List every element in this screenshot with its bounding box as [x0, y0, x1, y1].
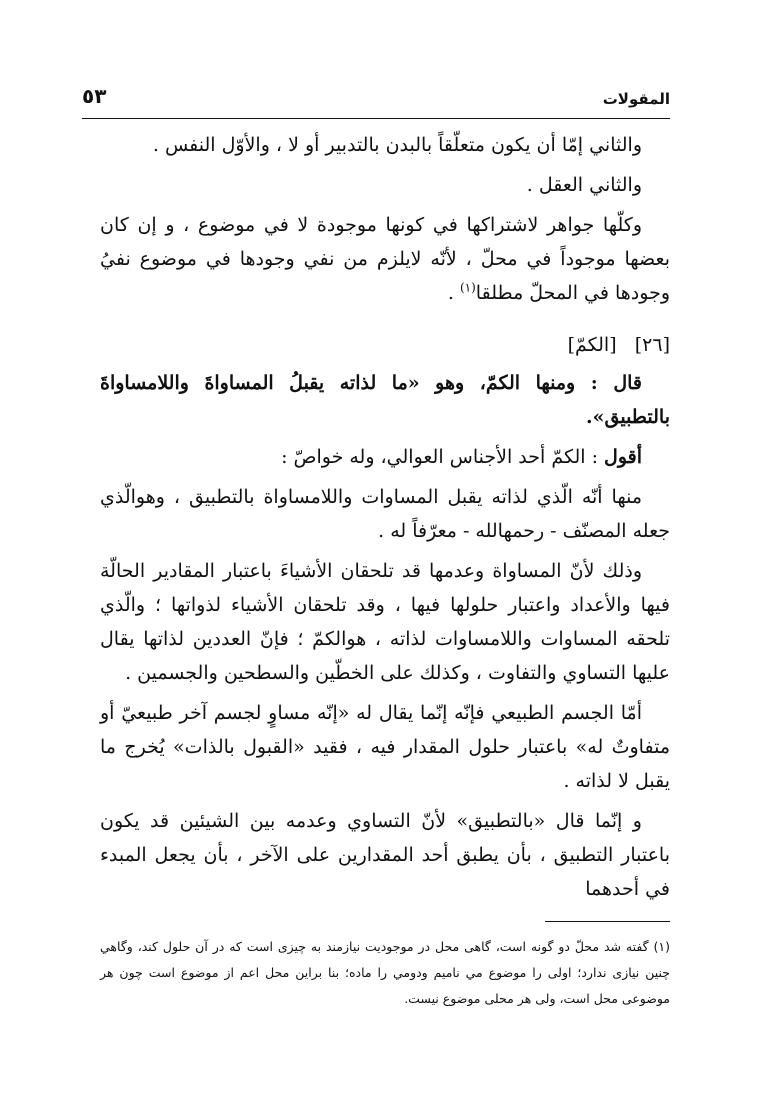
paragraph: و إنّما قال «بالتطبيق» لأنّ التساوي وعدمه بين الشيئين قد يكون باعتبار التطبيق ، بأن يطبق أحد المقدارين على الآخر ، بأن يجعل المبدء في أحدهما [100, 810, 670, 900]
running-title: المقولات [602, 90, 670, 108]
footnote-rule [545, 921, 670, 922]
section-number: [٢٦] [634, 334, 670, 356]
paragraph-text: وكلّها جواهر لاشتراكها في كونها موجودة لا في موضوع ، و إن كان بعضها موجوداً في محلّ ، لأنّه لايلزم من نفي وجودها في موضوع نفيُ وجودها في المحلّ مطلقا [100, 214, 670, 304]
footnote-reference[interactable]: (١) [459, 280, 476, 295]
aqulu-paragraph [100, 440, 670, 474]
section-title: [الكمّ] [567, 334, 617, 356]
aqulu-text: : الكمّ أحد الأجناس العوالي، وله خواصّ : [281, 446, 605, 468]
main-text [100, 128, 670, 912]
paragraph: منها أنّه الّذي لذاته يقبل المساوات واللامساواة بالتطبيق ، وهوالّذي جعله المصنّف - رحمهالله - معرّفاً له . [100, 486, 670, 542]
paragraph: والثاني إمّا أن يكون متعلّقاً بالبدن بالتدبير أو لا ، والأوّل النفس . [152, 134, 642, 156]
footnote-text: (١) گفته شد محلّ دو گونه است، گاهی محل در موجوديت نيازمند به چيزى است كه در آن حلول كند، وگاهي چنين نيازى ندارد؛ اولى را موضوع مي نامیم ودومي را ماده؛ بنا براين محل اعم از موضوع است چون هر موضوعى محل است، ولى هر محلى موضوع نيست. [100, 939, 670, 1006]
header-rule [82, 118, 670, 119]
paragraph-end: . [447, 282, 460, 304]
qala-label: قال [613, 372, 642, 394]
qala-paragraph [100, 366, 670, 434]
section-heading [100, 328, 670, 362]
paragraph: وذلك لأنّ المساواة وعدمها قد تلحقان الأشياءَ باعتبار المقادير الحالّة فيها والأعداد واعتبار حلولها فيها ، وقد تلحقان الأشياء لذواتها ؛ والّذي تلحقه المساوات واللامساوات لذاته ، هوالكمّ ؛ فإنّ العددين لذاتها يقال عليها التساوي والتفاوت ، وكذلك على الخطّين والسطحين والجسمين . [100, 560, 670, 684]
footnote [100, 934, 670, 1012]
page-number: ٥٣ [82, 84, 107, 108]
paragraph: أمّا الجسم الطبيعي فإنّه إنّما يقال له «إنّه مساوٍ لجسم آخر طبيعيّ أو متفاوتٌ له» باعتبار حلول المقدار فيه ، فقيد «القبول بالذات» يُخرج ما يقبل لا لذاته . [100, 702, 670, 792]
page-header [82, 84, 670, 114]
paragraph: والثاني العقل . [526, 174, 642, 196]
paragraph [100, 208, 670, 310]
qala-text: : ومنها الكمّ، وهو «ما لذاته يقبلُ المساواةَ واللامساواةَ بالتطبيق». [100, 372, 670, 428]
aqulu-label: أقول [604, 446, 642, 468]
